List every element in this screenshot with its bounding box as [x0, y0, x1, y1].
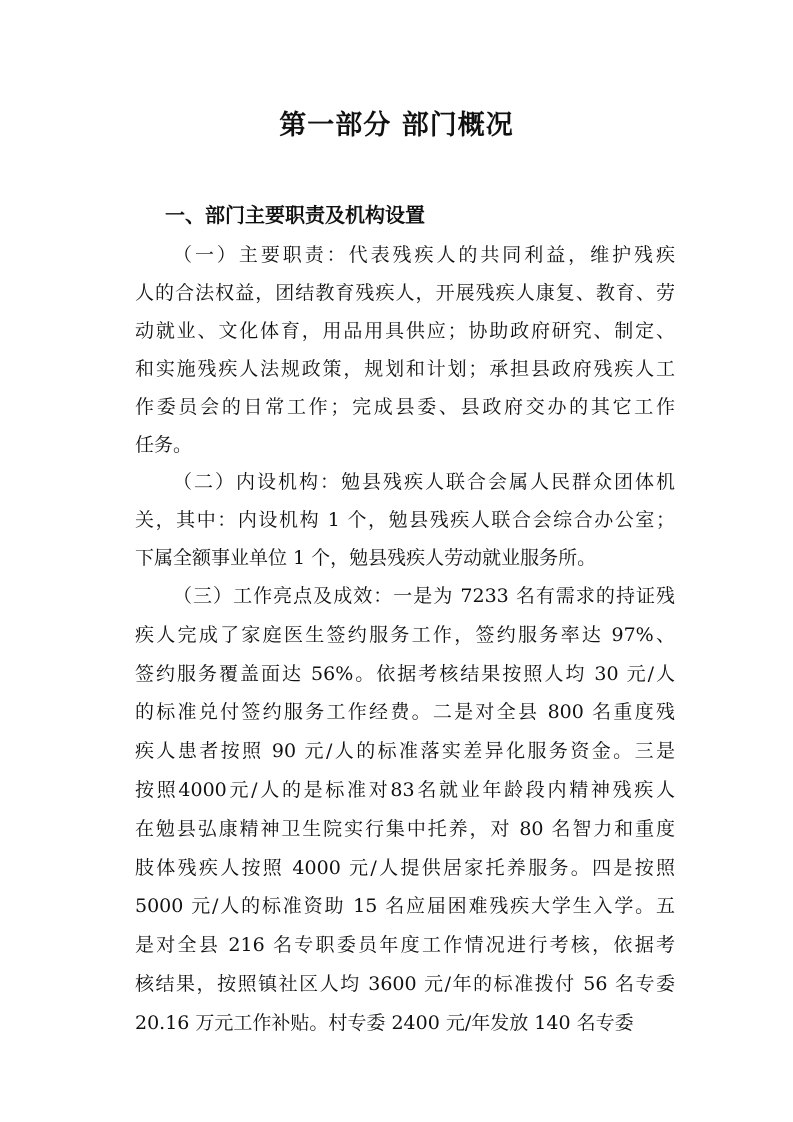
text-line: 人的合法权益，团结教育残疾人，开展残疾人康复、教育、劳 [135, 282, 675, 304]
paragraph-work-highlights [135, 577, 675, 1043]
text-line: 和实施残疾人法规政策，规划和计划；承担县政府残疾人工 [135, 358, 675, 380]
text-line: 在勉县弘康精神卫生院实行集中托养，对 80 名智力和重度 [135, 817, 675, 840]
text-line: 任务。 [135, 434, 193, 456]
text-line: 疾人患者按照 90 元/人的标准落实差异化服务资金。三是 [135, 740, 675, 763]
text-line: 20.16 万元工作补贴。村专委 2400 元/年发放 140 名专委 [135, 1011, 634, 1034]
text-line: 关，其中：内设机构 1 个，勉县残疾人联合会综合办公室； [135, 509, 675, 531]
text-line: 5000 元/人的标准资助 15 名应届困难残疾大学生入学。五 [135, 895, 675, 918]
text-line: 按照4000元/人的是标准对83名就业年龄段内精神残疾人 [135, 778, 675, 801]
text-line: 疾人完成了家庭医生签约服务工作，签约服务率达 97%、 [135, 623, 675, 646]
section-heading: 一、部门主要职责及机构设置 [165, 203, 425, 227]
text-line: 是对全县 216 名专职委员年度工作情况进行考核，依据考 [135, 934, 675, 957]
text-line: 动就业、文化体育，用品用具供应；协助政府研究、制定、 [135, 320, 675, 342]
text-line: 签约服务覆盖面达 56%。依据考核结果按照人均 30 元/人 [135, 662, 675, 685]
text-line: 的标准兑付签约服务工作经费。二是对全县 800 名重度残 [135, 701, 675, 724]
text-line: 作委员会的日常工作；完成县委、县政府交办的其它工作 [135, 396, 675, 418]
paragraph-main-duties [135, 236, 675, 464]
text-line: 肢体残疾人按照 4000 元/人提供居家托养服务。四是按照 [135, 856, 675, 879]
page-title: 第一部分 部门概况 [279, 110, 514, 141]
text-line: 下属全额事业单位 1 个，勉县残疾人劳动就业服务所。 [135, 547, 597, 569]
text-line: （三）工作亮点及成效：一是为 7233 名有需求的持证残 [173, 585, 675, 607]
text-line: 核结果，按照镇社区人均 3600 元/年的标准拨付 56 名专委 [135, 972, 675, 995]
paragraph-internal-structure [135, 463, 675, 577]
text-line: （一）主要职责：代表残疾人的共同利益，维护残疾 [173, 244, 675, 266]
text-line: （二）内设机构：勉县残疾人联合会属人民群众团体机 [173, 471, 675, 493]
